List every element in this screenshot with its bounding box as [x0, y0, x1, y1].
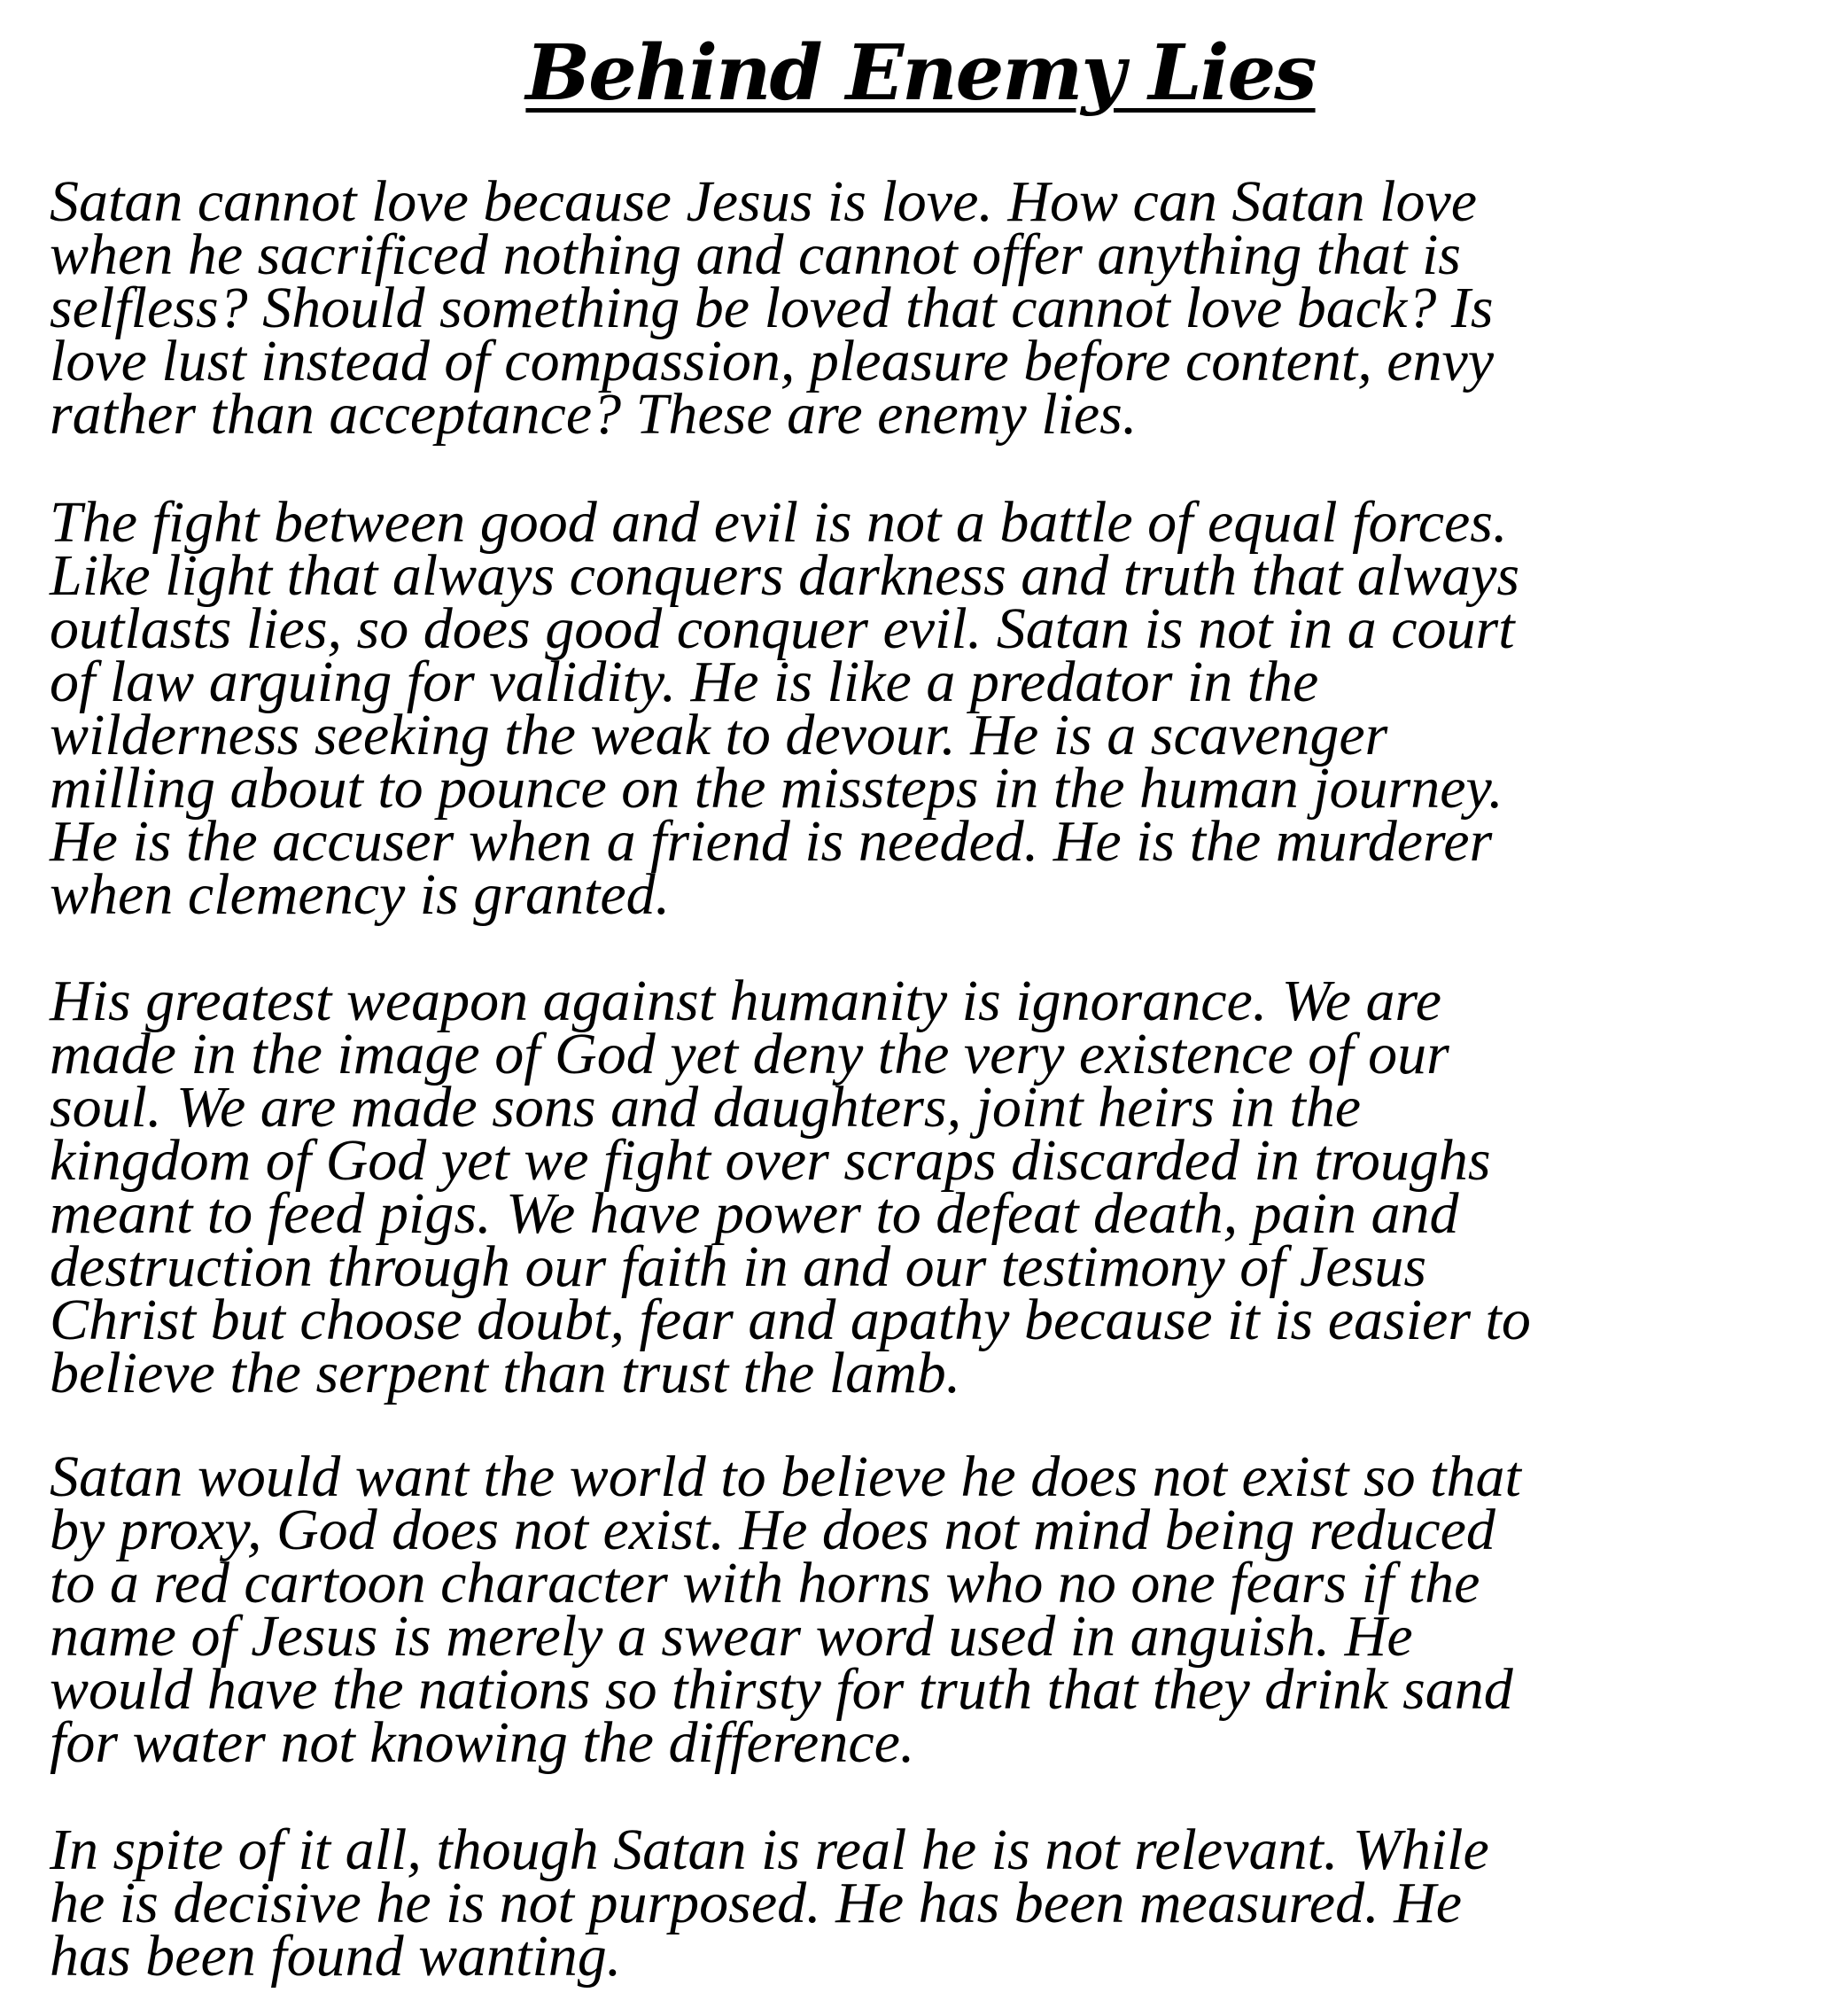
- text-line: when he sacrificed nothing and cannot offer anything that is: [50, 222, 1461, 287]
- text-line: meant to feed pigs. We have power to defeat death, pain and: [50, 1181, 1459, 1246]
- text-line: for water not knowing the difference.: [50, 1710, 915, 1775]
- text-line: rather than acceptance? These are enemy lies.: [50, 382, 1138, 447]
- text-line: Satan cannot love because Jesus is love. How can Satan love: [50, 169, 1478, 234]
- text-line: made in the image of God yet deny the very existence of our: [50, 1022, 1449, 1086]
- text-line: kingdom of God yet we fight over scraps discarded in troughs: [50, 1128, 1491, 1193]
- paragraph-2: [50, 490, 1813, 927]
- text-line: His greatest weapon against humanity is ignorance. We are: [50, 969, 1442, 1033]
- text-line: selfless? Should something be loved that cannot love back? Is: [50, 276, 1494, 340]
- text-line: of law arguing for validity. He is like a predator in the: [50, 650, 1319, 714]
- text-line: soul. We are made sons and daughters, joint heirs in the: [50, 1075, 1362, 1140]
- text-line: In spite of it all, though Satan is real he is not relevant. While: [50, 1818, 1489, 1882]
- text-line: name of Jesus is merely a swear word used in anguish. He: [50, 1604, 1413, 1669]
- text-line: love lust instead of compassion, pleasure before content, envy: [50, 329, 1495, 393]
- text-line: would have the nations so thirsty for truth that they drink sand: [50, 1657, 1513, 1722]
- document-title: Behind Enemy Lies: [525, 28, 1316, 118]
- paragraph-1: [50, 169, 1813, 447]
- text-line: to a red cartoon character with horns who no one fears if the: [50, 1551, 1480, 1615]
- text-line: when clemency is granted.: [50, 862, 671, 927]
- text-line: by proxy, God does not exist. He does not mind being reduced: [50, 1498, 1495, 1562]
- paragraph-3: [50, 969, 1813, 1405]
- text-line: destruction through our faith in and our testimony of Jesus: [50, 1234, 1426, 1299]
- text-line: outlasts lies, so does good conquer evil. Satan is not in a court: [50, 596, 1515, 661]
- text-line: milling about to pounce on the missteps in the human journey.: [50, 756, 1503, 821]
- paragraph-5: [50, 1818, 1813, 1989]
- paragraph-4: [50, 1444, 1813, 1775]
- text-line: has been found wanting.: [50, 1924, 622, 1989]
- text-line: He is the accuser when a friend is needed. He is the murderer: [50, 809, 1493, 874]
- text-line: believe the serpent than trust the lamb.: [50, 1341, 961, 1405]
- text-line: Like light that always conquers darkness and truth that always: [50, 543, 1520, 608]
- text-line: Christ but choose doubt, fear and apathy because it is easier to: [50, 1288, 1531, 1352]
- text-line: he is decisive he is not purposed. He has been measured. He: [50, 1871, 1463, 1935]
- text-line: wilderness seeking the weak to devour. He is a scavenger: [50, 703, 1388, 767]
- text-line: Satan would want the world to believe he does not exist so that: [50, 1444, 1521, 1509]
- text-line: The fight between good and evil is not a battle of equal forces.: [50, 490, 1508, 555]
